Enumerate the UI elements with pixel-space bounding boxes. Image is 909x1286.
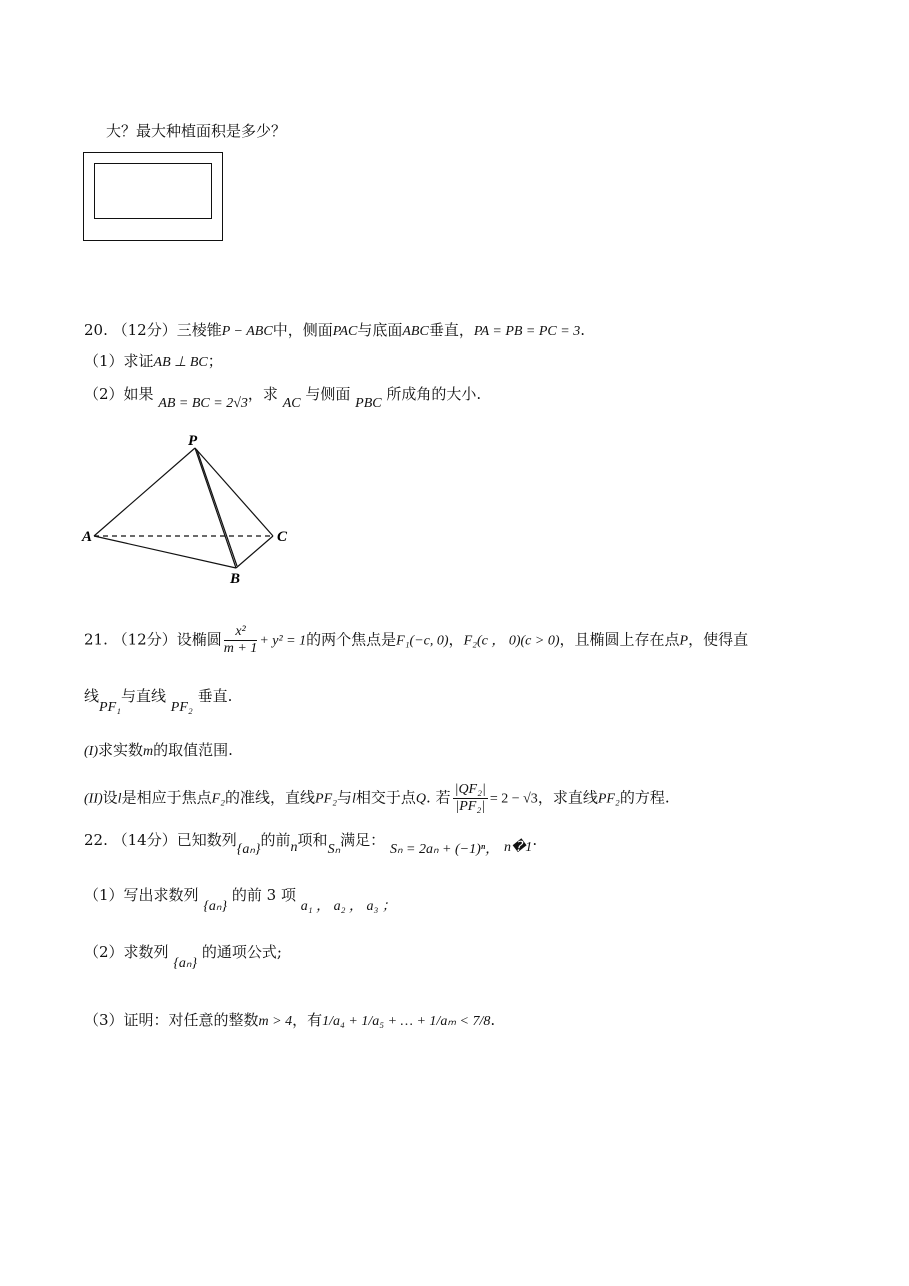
q22-seq: {aₙ} [173, 956, 198, 971]
diagram-outer-rect [83, 152, 223, 241]
q21-part1 [84, 740, 233, 762]
diagram-inner-rect [94, 163, 212, 219]
q22-stem [84, 830, 538, 857]
q21-l: l [352, 791, 356, 807]
q21-ratio-num: |QF₂| [454, 782, 486, 797]
q21-text: 设 [102, 788, 118, 807]
q21-f2: F₂ [211, 791, 225, 807]
q22-part1 [84, 885, 396, 914]
q21-number: 21. [84, 630, 108, 649]
q20-text: ，求 [247, 385, 278, 403]
q21-ratio-den: |PF₂| [455, 799, 486, 814]
q22-part1-label: （1）写出求数列 [84, 886, 199, 904]
q22-n: n [290, 840, 298, 855]
q20-text: 中，侧面 [272, 321, 333, 339]
q22-formula: Sₙ = 2aₙ + (−1)ⁿ， [389, 842, 500, 857]
q22-seq: {aₙ} [236, 842, 261, 857]
q21-text: 与直线 [121, 687, 167, 705]
q21-pf2: PF₂ [597, 791, 620, 807]
q19-tail: 大？最大种植面积是多少？ [106, 122, 287, 140]
q21-text: ，使得直 [688, 630, 749, 649]
q20-text: 所成角的大小. [386, 385, 482, 403]
q20-part2-expr: AB = BC = 2√3 [158, 396, 248, 411]
q20-face-abc: ABC [402, 324, 429, 339]
q21-text: . 若 [426, 788, 451, 807]
q20-part1-label: （1）求证 [84, 352, 154, 370]
q21-sep: ， [448, 630, 464, 649]
vertex-p: P [188, 433, 198, 449]
q21-focus2: F₂(c ， 0)(c > 0) [463, 633, 560, 649]
q21-pf2: PF₂ [315, 791, 337, 807]
q21-focus1: F₁(−c, 0) [396, 633, 449, 649]
q21-pf1: PF₁ [99, 700, 121, 715]
q20-score: （12分） [112, 321, 177, 339]
q21-text: 相交于点 [355, 788, 416, 807]
edge-bc [236, 536, 273, 568]
q20-part1 [84, 351, 223, 373]
q22-part2 [84, 942, 282, 971]
q21-stem [84, 624, 748, 664]
q22-text: ，有 [292, 1011, 323, 1029]
q21-text: 的取值范围. [153, 741, 233, 759]
q20-solid: P − ABC [221, 324, 273, 339]
q21-part1-label: (I) [84, 744, 98, 759]
q21-frac-den: m + 1 [223, 641, 258, 656]
edge-pb [195, 448, 236, 568]
q21-text: 的两个焦点是 [306, 630, 397, 649]
q21-part2 [84, 782, 670, 822]
q20-part1-expr: AB ⊥ BC [153, 355, 208, 370]
q22-text: 的通项公式; [201, 943, 282, 961]
q20-ac: AC [282, 396, 301, 411]
q22-text: 项和 [297, 831, 328, 849]
q21-part2-label: (II) [84, 791, 103, 807]
q20-stem [84, 320, 585, 342]
q21-text: 求实数 [98, 741, 144, 759]
q21-text: ，求直线 [537, 788, 598, 807]
q21-pf2: PF₂ [170, 700, 193, 715]
q21-text: 的准线，直线 [225, 788, 316, 807]
q22-sn: Sₙ [327, 842, 341, 857]
q21-ellipse-fraction [224, 624, 258, 657]
q22-score: （14分） [112, 831, 177, 849]
q21-q: Q [415, 791, 427, 807]
q20-condition: PA = PB = PC = 3 [473, 324, 581, 339]
edge-pb-shadow [197, 450, 237, 566]
q20-part2 [84, 384, 482, 411]
q21-ratio-fraction [453, 782, 488, 815]
q22-part2-label: （2）求数列 [84, 943, 169, 961]
q21-l: l [117, 791, 122, 807]
q22-text: 已知数列 [176, 831, 237, 849]
q22-cond: n�1 [503, 840, 533, 855]
q21-line2 [84, 686, 233, 715]
q21-text: 线 [84, 687, 100, 705]
q22-end: . [532, 831, 538, 849]
q20-pbc: PBC [355, 396, 382, 411]
q22-m: m > 4 [258, 1014, 293, 1029]
q21-m: m [143, 744, 154, 759]
q22-seq: {aₙ} [203, 899, 228, 914]
q21-text: 设椭圆 [176, 630, 222, 649]
q21-frac-num: x² [224, 624, 258, 641]
q22-number: 22. [84, 831, 108, 849]
q22-end: . [490, 1011, 496, 1029]
q21-point-p: P [679, 633, 689, 649]
q21-text: 是相应于焦点 [121, 788, 212, 807]
tetrahedron-figure [80, 430, 300, 590]
q20-part1-end: ； [207, 352, 223, 370]
q21-text: 与 [337, 788, 353, 807]
q22-terms: a₁ ， a₂ ， a₃ ； [300, 899, 396, 914]
edge-ab [94, 536, 236, 568]
edge-pc [195, 448, 273, 536]
q21-score: （12分） [112, 630, 177, 649]
q21-text: 的方程. [619, 788, 670, 807]
q22-sum-inequality: 1/a₄ + 1/a₅ + … + 1/aₘ < 7/8 [322, 1014, 491, 1029]
q22-text: 的前 3 项 [231, 886, 296, 904]
q20-face-pac: PAC [332, 324, 358, 339]
q21-ratio-eq: = 2 − √3 [489, 791, 538, 807]
q20-text: 与侧面 [305, 385, 351, 403]
q20-number: 20. [84, 321, 108, 339]
vertex-c: C [277, 529, 288, 545]
q22-text: 的前 [260, 831, 291, 849]
q21-text: ，且椭圆上存在点 [559, 630, 680, 649]
q21-eq-rest: + y² = 1 [259, 633, 307, 649]
q22-part3 [84, 1010, 495, 1032]
q22-text: 满足： [340, 831, 386, 849]
q20-text: 三棱锥 [176, 321, 222, 339]
vertex-b: B [230, 571, 241, 587]
q20-text: 与底面 [357, 321, 403, 339]
edge-pa [94, 448, 195, 536]
q20-end: . [580, 321, 585, 339]
q20-text: 垂直， [428, 321, 474, 339]
q20-part2-label: （2）如果 [84, 385, 154, 403]
vertex-a: A [82, 529, 93, 545]
q21-text: 垂直. [197, 687, 233, 705]
q22-part3-label: （3）证明：对任意的整数 [84, 1011, 259, 1029]
